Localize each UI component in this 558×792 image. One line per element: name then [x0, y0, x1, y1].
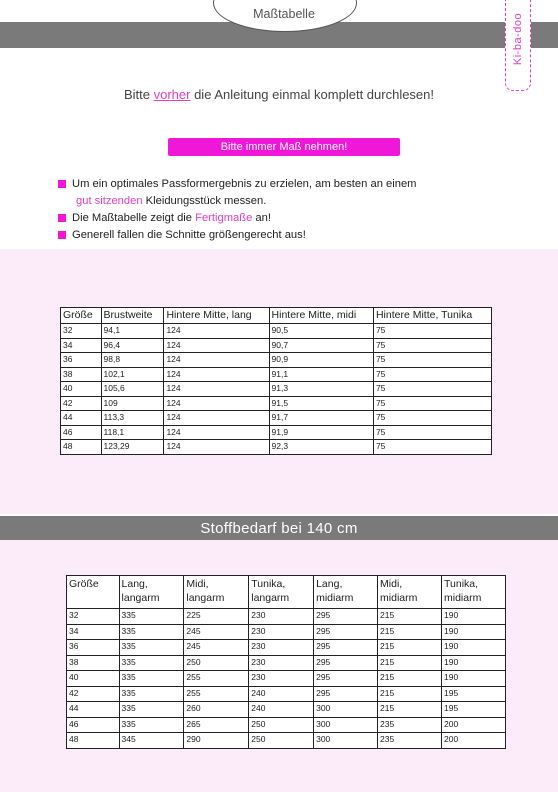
table-row: [67, 655, 506, 671]
column-header-line: Tunika,: [251, 578, 286, 590]
table-cell: 102,1: [101, 367, 164, 382]
table-cell: 215: [378, 609, 442, 625]
bullet-text: Um ein optimales Passformergebnis zu erzielen, am besten an einem: [72, 178, 417, 190]
table-cell: 75: [373, 324, 491, 339]
column-header-line: Tunika,: [444, 578, 479, 590]
table-cell: 124: [164, 396, 269, 411]
table-cell: 91,3: [269, 382, 373, 397]
column-header: [249, 576, 314, 609]
table-cell: 91,5: [269, 396, 373, 411]
table-row: [61, 324, 492, 339]
bullet-item: [58, 176, 498, 193]
table-cell: 240: [249, 702, 314, 718]
table-cell: 42: [67, 686, 120, 702]
table-cell: 335: [119, 609, 184, 625]
column-header: Hintere Mitte, Tunika: [373, 308, 491, 324]
table-cell: 32: [67, 609, 120, 625]
logo: [505, 0, 531, 91]
table-cell: 215: [378, 671, 442, 687]
table-cell: 290: [184, 733, 249, 749]
table-cell: 44: [67, 702, 120, 718]
table-cell: 123,29: [101, 440, 164, 455]
table-row: [67, 686, 506, 702]
table-cell: 295: [314, 640, 378, 656]
column-header: Hintere Mitte, midi: [269, 308, 373, 324]
table-row: [67, 717, 506, 733]
table-cell: 109: [101, 396, 164, 411]
table-cell: 36: [61, 353, 102, 368]
column-header-line: langarm: [251, 592, 290, 604]
table-cell: 46: [61, 425, 102, 440]
table-row: [61, 396, 492, 411]
bullet-item: [58, 227, 498, 244]
table-cell: 38: [67, 655, 120, 671]
table-cell: 235: [378, 733, 442, 749]
table-cell: 195: [442, 686, 506, 702]
table-cell: 190: [442, 640, 506, 656]
table-cell: 300: [314, 717, 378, 733]
table-cell: 124: [164, 367, 269, 382]
column-header: [184, 576, 249, 609]
table-cell: 98,8: [101, 353, 164, 368]
note-after: die Anleitung einmal komplett durchlesen!: [190, 87, 435, 102]
table-cell: 235: [378, 717, 442, 733]
table-cell: 295: [314, 624, 378, 640]
table-cell: 195: [442, 702, 506, 718]
table-cell: 91,9: [269, 425, 373, 440]
table-cell: 32: [61, 324, 102, 339]
table-cell: 34: [67, 624, 120, 640]
table-cell: 91,7: [269, 411, 373, 426]
table-cell: 48: [61, 440, 102, 455]
table-cell: 75: [373, 367, 491, 382]
column-header-line: Midi,: [380, 578, 403, 590]
table-cell: 250: [249, 717, 314, 733]
measure-banner: Bitte immer Maß nehmen!: [168, 138, 400, 156]
table-cell: 190: [442, 624, 506, 640]
column-header-line: langarm: [121, 592, 160, 604]
table-cell: 245: [184, 624, 249, 640]
table-cell: 215: [378, 702, 442, 718]
table-cell: 295: [314, 609, 378, 625]
table-cell: 75: [373, 353, 491, 368]
column-header: Hintere Mitte, lang: [164, 308, 269, 324]
table-row: [67, 671, 506, 687]
table-cell: 48: [67, 733, 120, 749]
column-header-line: midiarm: [316, 592, 354, 604]
column-header: [442, 576, 506, 609]
table-cell: 250: [249, 733, 314, 749]
table-cell: 75: [373, 338, 491, 353]
note-before: Bitte: [123, 87, 154, 102]
table-cell: 240: [249, 686, 314, 702]
table-cell: 295: [314, 655, 378, 671]
size-table-body: [61, 324, 492, 455]
table-cell: 92,3: [269, 440, 373, 455]
table-cell: 345: [119, 733, 184, 749]
bullet-highlight: Fertigmaße: [195, 212, 253, 224]
table-cell: 335: [119, 717, 184, 733]
bullet-square-icon: [58, 180, 66, 188]
bullet-highlight: gut sitzenden: [76, 195, 143, 207]
logo-text: Ki-ba-doo: [512, 12, 524, 66]
table-cell: 335: [119, 671, 184, 687]
table-row: [61, 425, 492, 440]
table-cell: 75: [373, 440, 491, 455]
table-row: [61, 353, 492, 368]
table-cell: 36: [67, 640, 120, 656]
column-header-line: Midi,: [186, 578, 209, 590]
table-cell: 245: [184, 640, 249, 656]
column-header: [119, 576, 184, 609]
table-cell: 96,4: [101, 338, 164, 353]
table-cell: 230: [249, 609, 314, 625]
table-cell: 250: [184, 655, 249, 671]
section-title: Stoffbedarf bei 140 cm: [200, 520, 358, 537]
table-header-row: [67, 576, 506, 609]
table-row: [67, 702, 506, 718]
table-cell: 90,5: [269, 324, 373, 339]
bullet-text: Die Maßtabelle zeigt die: [72, 212, 196, 224]
table-cell: 295: [314, 686, 378, 702]
column-header-line: Lang,: [316, 578, 343, 590]
column-header: Brustweite: [101, 308, 164, 324]
table-cell: 34: [61, 338, 102, 353]
table-cell: 124: [164, 440, 269, 455]
note-highlight: vorher: [153, 87, 191, 102]
column-header: Größe: [61, 308, 102, 324]
column-header-line: Lang,: [121, 578, 148, 590]
table-cell: 200: [442, 733, 506, 749]
table-row: [61, 382, 492, 397]
table-cell: 124: [164, 411, 269, 426]
table-cell: 230: [249, 671, 314, 687]
table-row: [67, 640, 506, 656]
table-cell: 38: [61, 367, 102, 382]
table-cell: 90,7: [269, 338, 373, 353]
table-row: [67, 733, 506, 749]
table-cell: 40: [67, 671, 120, 687]
table-cell: 215: [378, 655, 442, 671]
fabric-table: [66, 575, 506, 749]
table-cell: 75: [373, 425, 491, 440]
table-cell: 40: [61, 382, 102, 397]
bullet-text: an!: [252, 212, 271, 224]
bullet-text: Generell fallen die Schnitte größengerecht aus!: [72, 229, 306, 241]
fabric-table-body: [67, 609, 506, 749]
table-cell: 255: [184, 671, 249, 687]
table-cell: 190: [442, 609, 506, 625]
page-title: Maßtabelle: [253, 7, 315, 21]
table-cell: 42: [61, 396, 102, 411]
table-cell: 75: [373, 411, 491, 426]
table-cell: 215: [378, 686, 442, 702]
table-cell: 225: [184, 609, 249, 625]
table-cell: 91,1: [269, 367, 373, 382]
table-cell: 230: [249, 640, 314, 656]
table-cell: 335: [119, 702, 184, 718]
table-cell: 90,9: [269, 353, 373, 368]
bullet-square-icon: [58, 231, 66, 239]
table-row: [61, 411, 492, 426]
table-cell: 124: [164, 324, 269, 339]
table-row: [61, 440, 492, 455]
table-row: [67, 609, 506, 625]
table-cell: 265: [184, 717, 249, 733]
table-cell: 105,6: [101, 382, 164, 397]
table-cell: 44: [61, 411, 102, 426]
bullet-item-continuation: [58, 193, 498, 210]
bullet-item: [58, 210, 498, 227]
table-cell: 75: [373, 382, 491, 397]
table-row: [61, 338, 492, 353]
bullet-square-icon: [58, 214, 66, 222]
column-header: [314, 576, 378, 609]
table-cell: 118,1: [101, 425, 164, 440]
table-cell: 230: [249, 655, 314, 671]
table-cell: 215: [378, 624, 442, 640]
bullet-list: [58, 176, 498, 244]
table-cell: 46: [67, 717, 120, 733]
table-cell: 124: [164, 338, 269, 353]
bullet-text: Kleidungsstück messen.: [142, 195, 267, 207]
table-cell: 335: [119, 640, 184, 656]
table-cell: 335: [119, 624, 184, 640]
table-row: [61, 367, 492, 382]
table-cell: 75: [373, 396, 491, 411]
table-cell: 300: [314, 733, 378, 749]
column-header: [67, 576, 120, 609]
table-cell: 335: [119, 686, 184, 702]
table-cell: 335: [119, 655, 184, 671]
table-cell: 230: [249, 624, 314, 640]
table-cell: 215: [378, 640, 442, 656]
column-header-line: midiarm: [444, 592, 482, 604]
column-header-line: midiarm: [380, 592, 418, 604]
table-cell: 124: [164, 353, 269, 368]
table-cell: 124: [164, 425, 269, 440]
table-cell: 260: [184, 702, 249, 718]
table-cell: 124: [164, 382, 269, 397]
size-table: [60, 307, 492, 455]
table-cell: 190: [442, 671, 506, 687]
table-header-row: [61, 308, 492, 324]
table-cell: 94,1: [101, 324, 164, 339]
table-cell: 200: [442, 717, 506, 733]
table-cell: 295: [314, 671, 378, 687]
column-header: [378, 576, 442, 609]
table-cell: 113,3: [101, 411, 164, 426]
table-cell: 255: [184, 686, 249, 702]
table-row: [67, 624, 506, 640]
instruction-note: [0, 87, 558, 102]
table-cell: 190: [442, 655, 506, 671]
column-header-line: langarm: [186, 592, 225, 604]
table-cell: 300: [314, 702, 378, 718]
column-header-line: Größe: [69, 578, 99, 590]
